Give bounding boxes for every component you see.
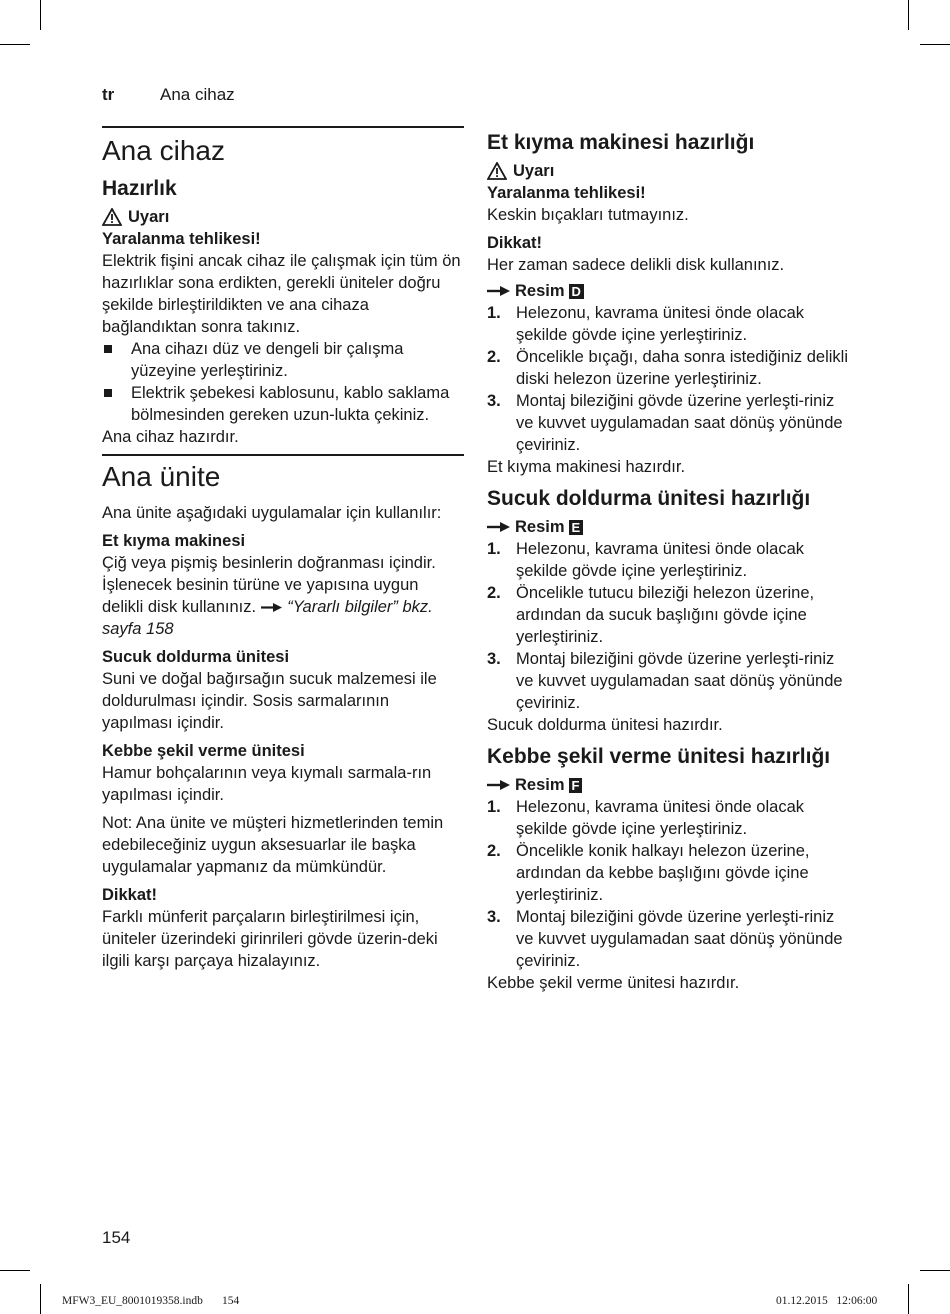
crop-mark [920, 1270, 950, 1271]
step-text: Montaj bileziğini gövde üzerine yerleşti-riniz ve kuvvet uygulamadan saat dönüş yönünde çeviriniz. [516, 392, 843, 454]
list-item-text: Elektrik şebekesi kablosunu, kablo saklama bölmesinden gereken uzun-lukta çekiniz. [131, 384, 450, 424]
section-heading-main-device: Ana cihaz [102, 135, 225, 166]
page-number: 154 [102, 1228, 131, 1247]
square-bullet-icon [104, 389, 112, 397]
step-number: 3. [487, 908, 501, 926]
step-number: 2. [487, 584, 501, 602]
caution-title: Dikkat! [487, 234, 543, 252]
step-number: 2. [487, 348, 501, 366]
crop-mark [40, 1284, 41, 1314]
note-text: Not: Ana ünite ve müşteri hizmetlerinden temin edebileceğiniz uygun aksesuarlar ile başka uygulamalar yapmanız da mümkündür. [102, 814, 444, 876]
step-text: Helezonu, kavrama ünitesi önde olacak şekilde gövde içine yerleştiriniz. [516, 798, 805, 838]
step-text: Öncelikle bıçağı, daha sonra istediğiniz delikli diski helezon üzerine yerleştiriniz. [516, 348, 849, 388]
arrow-right-icon [487, 285, 511, 297]
step-item [487, 538, 849, 582]
figure-letter-badge: F [569, 778, 583, 793]
step-text: Öncelikle konik halkayı helezon üzerine, ardından da kebbe başlığını gövde içine yerleştiriniz. [516, 842, 810, 904]
step-item [487, 840, 849, 906]
step-text: Montaj bileziğini gövde üzerine yerleşti-riniz ve kuvvet uygulamadan saat dönüş yönünde çeviriniz. [516, 908, 843, 970]
sausage-text: Suni ve doğal bağırsağın sucuk malzemesi ile doldurulması içindir. Sosis sarmalarının yapılması içindir. [102, 670, 437, 732]
figure-label: Resim [515, 518, 565, 536]
sausage-ready-text: Sucuk doldurma ünitesi hazırdır. [487, 716, 723, 734]
mince-title: Et kıyma makinesi [102, 532, 246, 550]
warning-label [102, 206, 464, 228]
step-number: 3. [487, 650, 501, 668]
arrow-right-icon [261, 602, 283, 613]
preparation-heading: Hazırlık [102, 177, 177, 200]
kebbe-ready-text: Kebbe şekil verme ünitesi hazırdır. [487, 974, 740, 992]
square-bullet-icon [104, 345, 112, 353]
figure-letter-badge: E [569, 520, 584, 535]
mince-prep-heading: Et kıyma makinesi hazırlığı [487, 131, 755, 154]
sausage-steps [487, 538, 849, 714]
language-code: tr [102, 85, 115, 104]
figure-label: Resim [515, 282, 565, 300]
figure-label: Resim [515, 776, 565, 794]
step-text: Helezonu, kavrama ünitesi önde olacak şekilde gövde içine yerleştiriniz. [516, 540, 805, 580]
caution-text: Her zaman sadece delikli disk kullanınız. [487, 256, 785, 274]
kebbe-text: Hamur bohçalarının veya kıymalı sarmala-rın yapılması içindir. [102, 764, 432, 804]
mince-description: Çiğ veya pişmiş besinlerin doğranması içindir. İşlenecek besinin türüne ve yapısına uygun delikli disk kullanınız. [102, 554, 436, 616]
arrow-right-icon [487, 779, 511, 791]
crop-mark [0, 44, 30, 45]
footer-datetime: 01.12.2015 12:06:00 [776, 1295, 878, 1307]
mince-steps [487, 302, 849, 456]
step-item [487, 648, 849, 714]
figure-reference-f[interactable] [487, 774, 849, 796]
crop-mark [0, 1270, 30, 1271]
footer-page: 154 [222, 1295, 240, 1307]
sausage-title: Sucuk doldurma ünitesi [102, 648, 290, 666]
step-number: 1. [487, 798, 501, 816]
warning-triangle-icon [102, 208, 122, 226]
warning-triangle-icon [487, 162, 507, 180]
sausage-prep-heading: Sucuk doldurma ünitesi hazırlığı [487, 487, 811, 510]
injury-text: Keskin bıçakları tutmayınız. [487, 206, 689, 224]
step-number: 3. [487, 392, 501, 410]
step-text: Öncelikle tutucu bileziği helezon üzerine, ardından da sucuk başlığını gövde içine yerleştiriniz. [516, 584, 815, 646]
step-item [487, 390, 849, 456]
step-item [487, 346, 849, 390]
list-item [102, 382, 464, 426]
prep-bullet-list [102, 338, 464, 426]
step-text: Montaj bileziğini gövde üzerine yerleşti-riniz ve kuvvet uygulamadan saat dönüş yönünde çeviriniz. [516, 650, 843, 712]
step-item [487, 582, 849, 648]
step-item [487, 796, 849, 840]
injury-title: Yaralanma tehlikesi! [102, 230, 261, 248]
injury-text: Elektrik fişini ancak cihaz ile çalışmak için tüm ön hazırlıklar sona erdikten, gerekli üniteler doğru şekilde birleştirildikten ve ana cihaza bağlandıktan sonra takınız. [102, 252, 461, 336]
figure-letter-badge: D [569, 284, 584, 299]
step-number: 1. [487, 540, 501, 558]
crop-mark [908, 1284, 909, 1314]
warning-label [487, 160, 849, 182]
device-ready-text: Ana cihaz hazırdır. [102, 428, 239, 446]
arrow-right-icon [487, 521, 511, 533]
mince-ready-text: Et kıyma makinesi hazırdır. [487, 458, 686, 476]
warning-text: Uyarı [513, 162, 555, 180]
figure-reference-e[interactable] [487, 516, 849, 538]
figure-reference-d[interactable] [487, 280, 849, 302]
step-item [487, 302, 849, 346]
step-item [487, 906, 849, 972]
list-item-text: Ana cihazı düz ve dengeli bir çalışma yüzeyine yerleştiriniz. [131, 340, 404, 380]
crop-mark [920, 44, 950, 45]
caution-text: Farklı münferit parçaların birleştirilmesi için, üniteler üzerindeki girinrileri gövde üzerin-deki ilgili karşı parçaya hizalayınız. [102, 908, 438, 970]
step-number: 1. [487, 304, 501, 322]
crop-mark [40, 0, 41, 30]
crop-mark [908, 0, 909, 30]
caution-title: Dikkat! [102, 886, 158, 904]
step-text: Helezonu, kavrama ünitesi önde olacak şekilde gövde içine yerleştiriniz. [516, 304, 805, 344]
useful-info-link[interactable]: “Yararlı bilgiler” bkz. sayfa 158 [102, 598, 433, 638]
running-header: Ana cihaz [160, 85, 235, 104]
list-item [102, 338, 464, 382]
step-number: 2. [487, 842, 501, 860]
section-heading-main-unit: Ana ünite [102, 454, 464, 494]
kebbe-steps [487, 796, 849, 972]
warning-text: Uyarı [128, 208, 170, 226]
unit-intro: Ana ünite aşağıdaki uygulamalar için kullanılır: [102, 504, 442, 522]
kebbe-prep-heading: Kebbe şekil verme ünitesi hazırlığı [487, 745, 831, 768]
mince-text [102, 552, 464, 640]
footer-filename: MFW3_EU_8001019358.indb [62, 1295, 203, 1307]
left-column [102, 126, 464, 972]
injury-title: Yaralanma tehlikesi! [487, 184, 646, 202]
kebbe-title: Kebbe şekil verme ünitesi [102, 742, 305, 760]
right-column [487, 126, 849, 994]
